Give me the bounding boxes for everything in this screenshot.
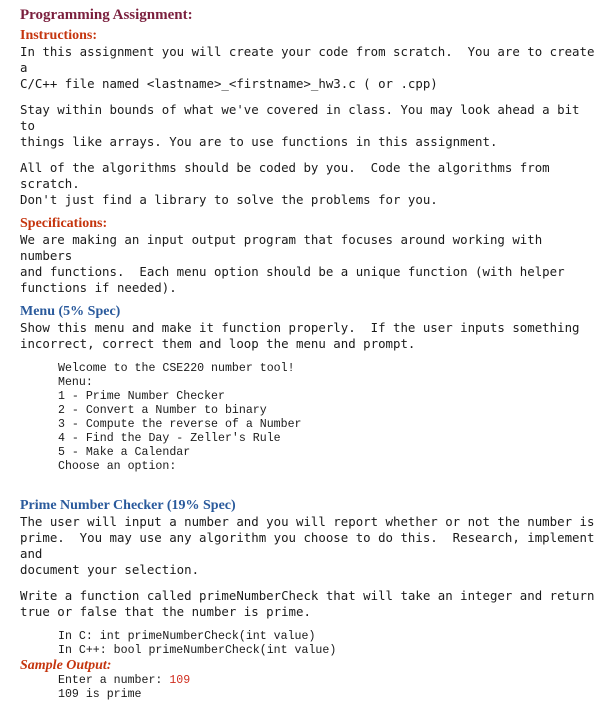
cpp-signature: In C++: bool primeNumberCheck(int value) bbox=[58, 644, 337, 657]
instructions-paragraph-3: All of the algorithms should be coded by you. Code the algorithms from scratch. Don't just find a library to solve the problems for you. bbox=[20, 160, 550, 207]
specifications-paragraph: We are making an input output program that focuses around working with numbers and functions. Each menu option should be a unique function (with helper functions if needed). bbox=[20, 232, 565, 295]
specifications-heading: Specifications: bbox=[20, 216, 108, 231]
instructions-paragraph-2: Stay within bounds of what we've covered in class. You may look ahead a bit to things like arrays. You are to use functions in this assignment. bbox=[20, 102, 580, 149]
menu-spec-heading: Menu (5% Spec) bbox=[20, 304, 121, 319]
c-signature: In C: int primeNumberCheck(int value) bbox=[58, 630, 316, 643]
instructions-paragraph-1: In this assignment you will create your code from scratch. You are to create a C/C++ file named <lastname>_<firstname>_hw3.c ( or .cpp) bbox=[20, 44, 595, 91]
sample-output-block bbox=[20, 674, 600, 702]
menu-code-line: 2 - Convert a Number to binary bbox=[58, 404, 267, 417]
prime-spec-paragraph-1: The user will input a number and you will report whether or not the number is prime. You may use any algorithm you choose to do this. Research, implement and document your selection. bbox=[20, 514, 595, 577]
signature-code-block bbox=[20, 630, 600, 658]
assignment-document bbox=[20, 6, 600, 702]
prime-spec-heading: Prime Number Checker (19% Spec) bbox=[20, 498, 236, 513]
menu-code-line: 5 - Make a Calendar bbox=[58, 446, 191, 459]
sample-input-value: 109 bbox=[169, 674, 191, 687]
sample-output-heading: Sample Output: bbox=[20, 658, 112, 673]
menu-code-line: 1 - Prime Number Checker bbox=[58, 390, 225, 403]
menu-spec-paragraph: Show this menu and make it function properly. If the user inputs something incorrect, correct them and loop the menu and prompt. bbox=[20, 320, 580, 351]
instructions-heading: Instructions: bbox=[20, 28, 98, 43]
sample-prompt-line bbox=[20, 674, 600, 688]
menu-code-line: Choose an option: bbox=[58, 460, 177, 473]
sample-result: 109 is prime bbox=[58, 688, 142, 701]
menu-code-block bbox=[20, 362, 600, 474]
menu-code-line: 3 - Compute the reverse of a Number bbox=[58, 418, 302, 431]
menu-code-line: Welcome to the CSE220 number tool! bbox=[58, 362, 295, 375]
page-title: Programming Assignment: bbox=[20, 7, 193, 23]
menu-code-line: 4 - Find the Day - Zeller's Rule bbox=[58, 432, 281, 445]
prime-spec-paragraph-2: Write a function called primeNumberCheck that will take an integer and return true or false that the number is prime. bbox=[20, 588, 595, 619]
menu-code-line: Menu: bbox=[58, 376, 93, 389]
sample-prompt: Enter a number: bbox=[58, 674, 170, 687]
